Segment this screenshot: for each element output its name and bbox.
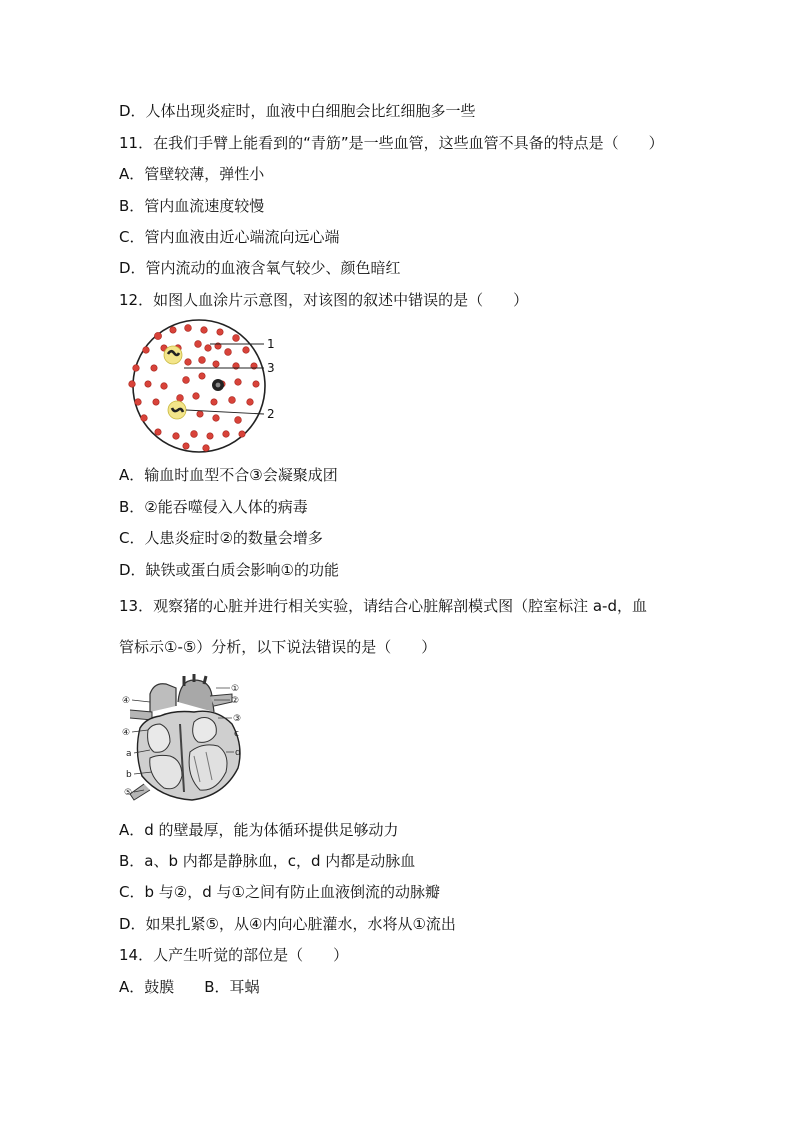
q11-option-b: B．管内血流速度较慢 xyxy=(119,197,265,215)
smear-label-3: 3 xyxy=(267,361,275,375)
q11-option-c: C．管内血液由近心端流向远心端 xyxy=(119,228,340,246)
q13-option-b: B．a、b 内都是静脉血，c，d 内都是动脉血 xyxy=(119,852,416,870)
q14-options: A．鼓膜 B．耳蜗 xyxy=(119,978,260,996)
heart-label-a: a xyxy=(126,749,132,759)
heart-label-4b: ④ xyxy=(122,728,131,738)
blood-smear-figure xyxy=(118,318,283,455)
q13-option-d: D．如果扎紧⑤，从④内向心脏灌水，水将从①流出 xyxy=(119,915,456,933)
heart-label-3: ③ xyxy=(233,714,242,724)
q12-option-a: A．输血时血型不合③会凝聚成团 xyxy=(119,466,338,484)
q14-stem: 14．人产生听觉的部位是（ ） xyxy=(119,946,349,964)
q13-option-a: A．d 的壁最厚，能为体循环提供足够动力 xyxy=(119,821,399,839)
q12-stem: 12．如图人血涂片示意图，对该图的叙述中错误的是（ ） xyxy=(119,291,529,309)
q13-stem-line1: 13．观察猪的心脏并进行相关实验，请结合心脏解剖模式图（腔室标注 a-d，血 xyxy=(119,597,647,615)
q13-option-c: C．b 与②，d 与①之间有防止血液倒流的动脉瓣 xyxy=(119,883,440,901)
smear-label-2: 2 xyxy=(267,407,275,421)
heart-label-d: d xyxy=(235,748,241,758)
q12-option-c: C．人患炎症时②的数量会增多 xyxy=(119,529,323,547)
q11-stem: 11．在我们手臂上能看到的“青筋”是一些血管，这些血管不具备的特点是（ ） xyxy=(119,134,664,152)
q12-option-b: B．②能吞噬侵入人体的病毒 xyxy=(119,498,308,516)
q11-option-a: A．管壁较薄，弹性小 xyxy=(119,165,265,183)
heart-label-c: c xyxy=(234,729,239,739)
heart-label-b: b xyxy=(126,770,132,780)
q12-option-d: D．缺铁或蛋白质会影响①的功能 xyxy=(119,561,339,579)
heart-label-2: ② xyxy=(231,696,240,706)
q13-stem-line2: 管标示①-⑤）分析，以下说法错误的是（ ） xyxy=(119,638,437,656)
q11-option-d: D．管内流动的血液含氧气较少、颜色暗红 xyxy=(119,259,401,277)
smear-label-1: 1 xyxy=(267,337,275,351)
heart-label-1: ① xyxy=(231,684,240,694)
heart-diagram-figure xyxy=(120,672,250,807)
heart-label-4: ④ xyxy=(122,696,131,706)
q10-option-d: D．人体出现炎症时，血液中白细胞会比红细胞多一些 xyxy=(119,102,476,120)
heart-label-5: ⑤ xyxy=(124,788,133,798)
